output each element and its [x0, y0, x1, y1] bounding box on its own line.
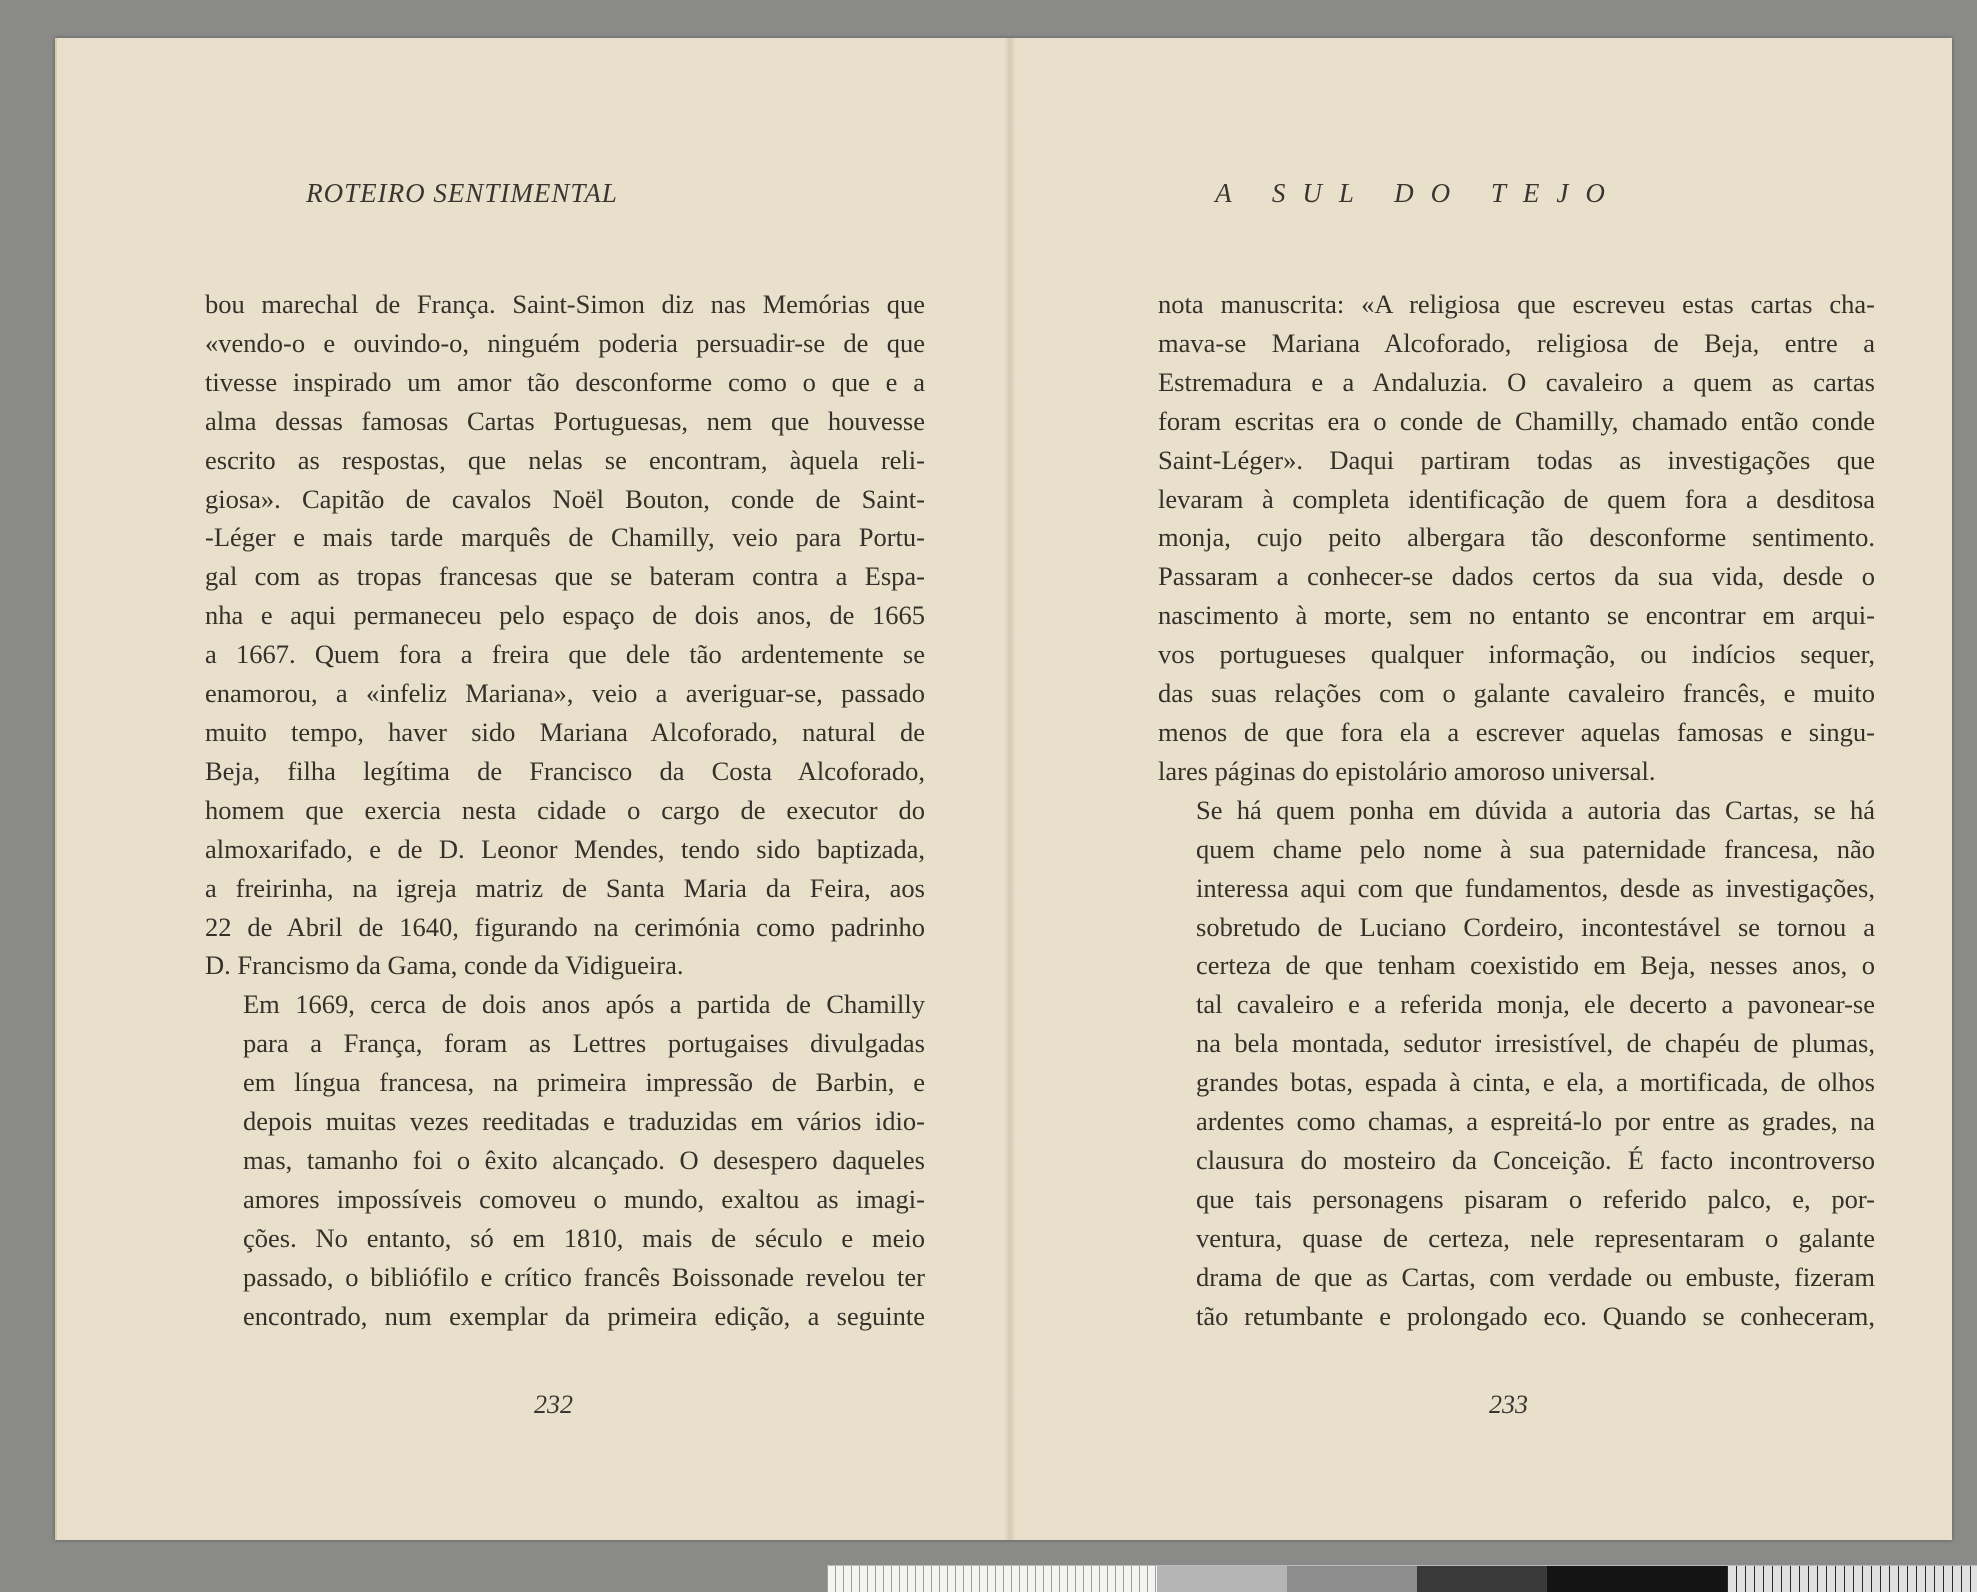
gray-patch — [1157, 1566, 1287, 1592]
text-line: bou marechal de França. Saint-Simon diz nas Memórias que — [205, 289, 925, 319]
text-line: foram escritas era o conde de Chamilly, chamado então conde — [1158, 405, 1875, 436]
page-number-left: 232 — [534, 1390, 573, 1419]
text-line: grandes botas, espada à cinta, e ela, a mortificada, de olhos — [1196, 1067, 1875, 1098]
color-scale-strip — [827, 1565, 1977, 1592]
text-line: mava-se Mariana Alcoforado, religiosa de Beja, entre a — [1158, 327, 1875, 358]
text-line: Estremadura e a Andaluzia. O cavaleiro a quem as cartas — [1158, 366, 1875, 397]
text-line: D. Francismo da Gama, conde da Vidigueira. — [205, 950, 684, 981]
text-line: muito tempo, haver sido Mariana Alcoforado, natural de — [205, 716, 925, 747]
text-line: clausura do mosteiro da Conceição. É facto incontroverso — [1196, 1144, 1875, 1175]
text-line: tão retumbante e prolongado eco. Quando se conheceram, — [1196, 1300, 1875, 1331]
text-line: gal com as tropas francesas que se bateram contra a Espa- — [205, 561, 925, 592]
text-line: certeza de que tenham coexistido em Beja, nesses anos, o — [1196, 950, 1875, 981]
text-line: sobretudo de Luciano Cordeiro, incontestável se tornou a — [1196, 911, 1875, 942]
book-spread — [55, 38, 1952, 1540]
text-line: Beja, filha legítima de Francisco da Costa Alcoforado, — [205, 755, 925, 786]
text-line: escrito as respostas, que nelas se encontram, àquela reli- — [205, 444, 925, 475]
gray-patch — [1547, 1566, 1727, 1592]
text-line: a freirinha, na igreja matriz de Santa Maria da Feira, aos — [205, 872, 925, 903]
text-line: Em 1669, cerca de dois anos após a partida de Chamilly — [243, 989, 925, 1020]
text-line: enamorou, a «infeliz Mariana», veio a averiguar-se, passado — [205, 678, 925, 709]
scale-ticks — [827, 1566, 1157, 1592]
page-number-right: 233 — [1489, 1390, 1528, 1419]
scale-ticks — [1727, 1566, 1977, 1592]
text-line: ções. No entanto, só em 1810, mais de século e meio — [243, 1222, 925, 1253]
text-line: passado, o bibliófilo e crítico francês Boissonade revelou ter — [243, 1261, 925, 1292]
text-line: depois muitas vezes reeditadas e traduzidas em vários idio- — [243, 1106, 925, 1137]
text-line: tal cavaleiro e a referida monja, ele decerto a pavonear-se — [1196, 989, 1875, 1020]
text-line: nha e aqui permaneceu pelo espaço de dois anos, de 1665 — [205, 600, 925, 631]
text-line: -Léger e mais tarde marquês de Chamilly, veio para Portu- — [205, 522, 925, 553]
text-line: tivesse inspirado um amor tão desconforme como o que e a — [205, 366, 925, 397]
text-line: Saint-Léger». Daqui partiram todas as investigações que — [1158, 444, 1875, 475]
text-line: giosa». Capitão de cavalos Noël Bouton, conde de Saint- — [205, 483, 925, 514]
text-line: lares páginas do epistolário amoroso universal. — [1158, 755, 1656, 786]
text-line: homem que exercia nesta cidade o cargo de executor do — [205, 794, 925, 825]
text-line: 22 de Abril de 1640, figurando na cerimónia como padrinho — [205, 911, 925, 942]
text-line: mas, tamanho foi o êxito alcançado. O desespero daqueles — [243, 1144, 925, 1175]
body-text-right — [1158, 285, 1875, 1335]
text-line: menos de que fora ela a escrever aquelas famosas e singu- — [1158, 716, 1875, 747]
running-head-right: A SUL DO TEJO — [1215, 178, 1622, 208]
text-line: alma dessas famosas Cartas Portuguesas, nem que houvesse — [205, 405, 925, 436]
right-page — [1005, 38, 1952, 1540]
text-line: vos portugueses qualquer informação, ou indícios sequer, — [1158, 639, 1875, 670]
text-line: levaram à completa identificação de quem fora a desditosa — [1158, 483, 1875, 514]
running-head-left: ROTEIRO SENTIMENTAL — [306, 178, 618, 208]
text-line: quem chame pelo nome à sua paternidade francesa, não — [1196, 833, 1875, 864]
text-line: interessa aqui com que fundamentos, desde as investigações, — [1196, 872, 1875, 903]
gray-patch — [1287, 1566, 1417, 1592]
text-line: Passaram a conhecer-se dados certos da sua vida, desde o — [1158, 561, 1875, 592]
text-line: das suas relações com o galante cavaleiro francês, e muito — [1158, 678, 1875, 709]
text-line: em língua francesa, na primeira impressão de Barbin, e — [243, 1067, 925, 1098]
gray-patch — [1417, 1566, 1547, 1592]
text-line: na bela montada, sedutor irresistível, de chapéu de plumas, — [1196, 1028, 1875, 1059]
left-page — [57, 38, 1005, 1540]
text-line: ardentes como chamas, a espreitá-lo por entre as grades, na — [1196, 1106, 1875, 1137]
body-text-left — [205, 285, 925, 1335]
text-line: «vendo-o e ouvindo-o, ninguém poderia persuadir-se de que — [205, 327, 925, 358]
paragraph — [205, 985, 925, 1335]
text-line: para a França, foram as Lettres portugaises divulgadas — [243, 1028, 925, 1059]
text-line: amores impossíveis comoveu o mundo, exaltou as imagi- — [243, 1183, 925, 1214]
paragraph — [1158, 791, 1875, 1336]
text-line: Se há quem ponha em dúvida a autoria das Cartas, se há — [1196, 794, 1875, 825]
text-line: nascimento à morte, sem no entanto se encontrar em arqui- — [1158, 600, 1875, 631]
text-line: que tais personagens pisaram o referido palco, e, por- — [1196, 1183, 1875, 1214]
text-line: nota manuscrita: «A religiosa que escreveu estas cartas cha- — [1158, 289, 1875, 319]
text-line: drama de que as Cartas, com verdade ou embuste, fizeram — [1196, 1261, 1875, 1292]
text-line: monja, cujo peito albergara tão desconforme sentimento. — [1158, 522, 1875, 553]
paragraph — [205, 285, 925, 985]
text-line: encontrado, num exemplar da primeira edição, a seguinte — [243, 1300, 925, 1331]
text-line: almoxarifado, e de D. Leonor Mendes, tendo sido baptizada, — [205, 833, 925, 864]
text-line: a 1667. Quem fora a freira que dele tão ardentemente se — [205, 639, 925, 670]
text-line: ventura, quase de certeza, nele representaram o galante — [1196, 1222, 1875, 1253]
paragraph — [1158, 285, 1875, 791]
